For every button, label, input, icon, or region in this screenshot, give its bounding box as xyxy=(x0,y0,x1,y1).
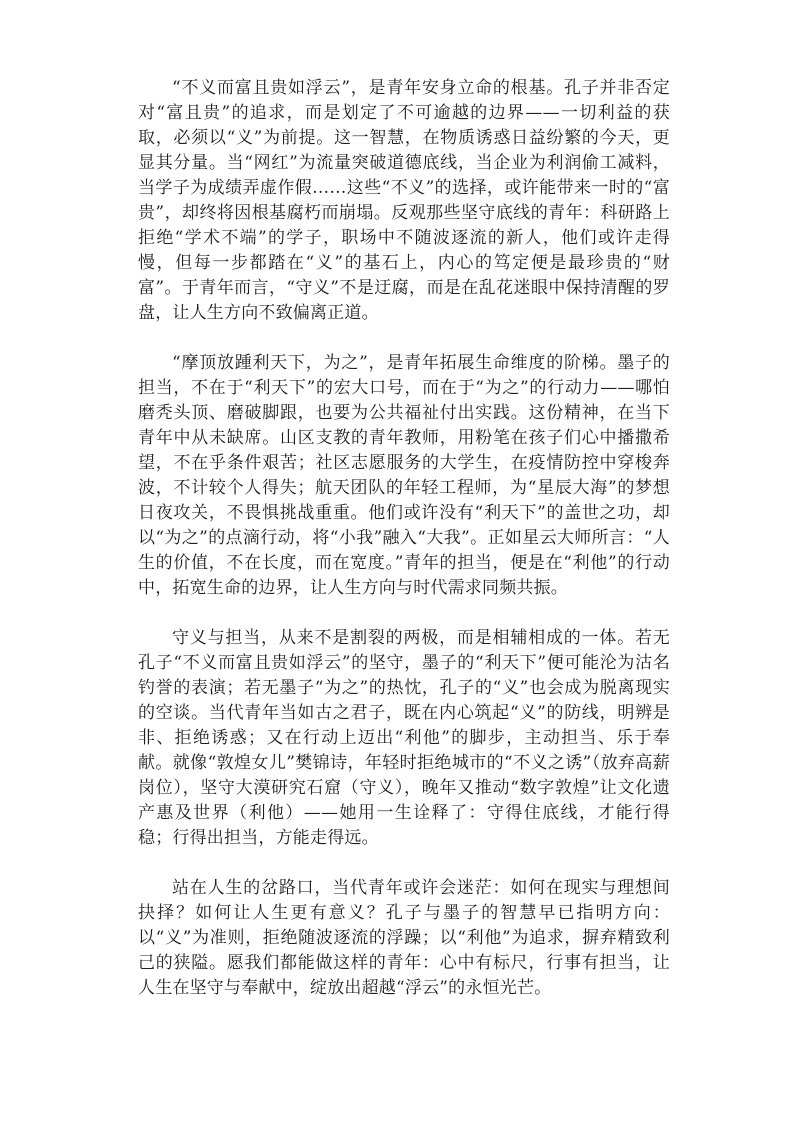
paragraph-3: 守义与担当，从来不是割裂的两极，而是相辅相成的一体。若无孔子“不义而富且贵如浮云”的坚守，墨子的“利天下”便可能沦为沽名钓誉的表演；若无墨子“为之”的热忱，孔子的“义”也会成为脱离现实的空谈。当代青年当如古之君子，既在内心筑起“义”的防线，明辨是非、拒绝诱惑；又在行动上迈出“利他”的脚步，主动担当、乐于奉献。就像“敦煌女儿”樊锦诗，年轻时拒绝城市的“不义之诱”（放弃高薪岗位），坚守大漠研究石窟（守义），晚年又推动“数字敦煌”让文化遗产惠及世界（利他）——她用一生诠释了：守得住底线，才能行得稳；行得出担当，方能走得远。 xyxy=(138,628,670,848)
paragraph-4: 站在人生的岔路口，当代青年或许会迷茫：如何在现实与理想间抉择？如何让人生更有意义？孔子与墨子的智慧早已指明方向：以“义”为准则，拒绝随波逐流的浮躁；以“利他”为追求，摒弃精致利己的狭隘。愿我们都能做这样的青年：心中有标尺，行事有担当，让人生在坚守与奉献中，绽放出超越“浮云”的永恒光芒。 xyxy=(138,878,670,998)
essay-body xyxy=(138,76,670,1001)
paragraph-2: “摩顶放踵利天下，为之”，是青年拓展生命维度的阶梯。墨子的担当，不在于“利天下”的宏大口号，而在于“为之”的行动力——哪怕磨秃头顶、磨破脚跟，也要为公共福祉付出实践。这份精神，在当下青年中从未缺席。山区支教的青年教师，用粉笔在孩子们心中播撒希望，不在乎条件艰苦；社区志愿服务的大学生，在疫情防控中穿梭奔波，不计较个人得失；航天团队的年轻工程师，为“星辰大海”的梦想日夜攻关，不畏惧挑战重重。他们或许没有“利天下”的盖世之功，却以“为之”的点滴行动，将“小我”融入“大我”。正如星云大师所言：“人生的价值，不在长度，而在宽度。”青年的担当，便是在“利他”的行动中，拓宽生命的边界，让人生方向与时代需求同频共振。 xyxy=(138,353,670,598)
paragraph-1: “不义而富且贵如浮云”，是青年安身立命的根基。孔子并非否定对“富且贵”的追求，而是划定了不可逾越的边界——一切利益的获取，必须以“义”为前提。这一智慧，在物质诱惑日益纷繁的今天，更显其分量。当“网红”为流量突破道德底线，当企业为利润偷工减料，当学子为成绩弄虚作假……这些“不义”的选择，或许能带来一时的“富贵”，却终将因根基腐朽而崩塌。反观那些坚守底线的青年：科研路上拒绝“学术不端”的学子，职场中不随波逐流的新人，他们或许走得慢，但每一步都踏在“义”的基石上，内心的笃定便是最珍贵的“财富”。于青年而言，“守义”不是迂腐，而是在乱花迷眼中保持清醒的罗盘，让人生方向不致偏离正道。 xyxy=(138,78,670,323)
